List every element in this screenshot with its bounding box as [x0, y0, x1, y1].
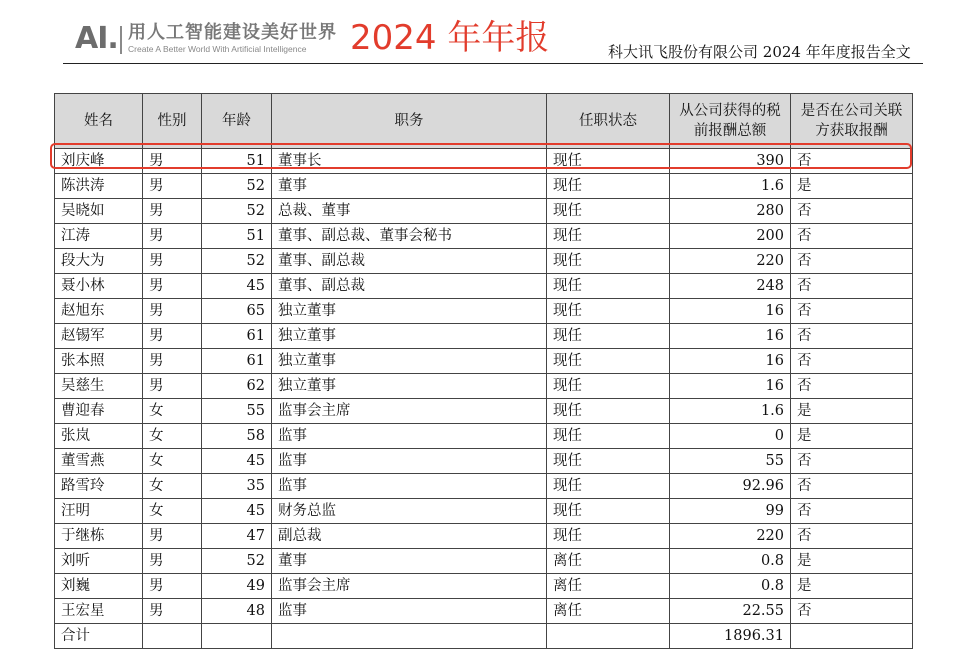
cell-status: 现任	[547, 374, 670, 399]
table-row	[55, 399, 913, 424]
cell-gender: 男	[143, 174, 202, 199]
total-empty-related	[791, 624, 913, 649]
cell-gender: 男	[143, 249, 202, 274]
compensation-table	[54, 93, 913, 649]
cell-pay: 390	[670, 149, 791, 174]
cell-status: 离任	[547, 574, 670, 599]
cell-age: 48	[202, 599, 272, 624]
cell-name: 张本照	[55, 349, 143, 374]
cell-position: 独立董事	[272, 324, 547, 349]
cell-related: 否	[791, 199, 913, 224]
cell-related: 否	[791, 474, 913, 499]
cell-name: 董雪燕	[55, 449, 143, 474]
cell-status: 现任	[547, 349, 670, 374]
cell-pay: 220	[670, 249, 791, 274]
cell-gender: 女	[143, 474, 202, 499]
cell-age: 35	[202, 474, 272, 499]
cell-age: 45	[202, 449, 272, 474]
annual-report-title: 2024 年年报	[350, 18, 550, 58]
cell-gender: 男	[143, 349, 202, 374]
cell-pay: 280	[670, 199, 791, 224]
col-header-position: 职务	[272, 94, 547, 149]
cell-position: 董事	[272, 174, 547, 199]
cell-age: 45	[202, 274, 272, 299]
cell-name: 聂小林	[55, 274, 143, 299]
cell-status: 现任	[547, 274, 670, 299]
cell-gender: 女	[143, 424, 202, 449]
cell-position: 独立董事	[272, 374, 547, 399]
cell-related: 是	[791, 399, 913, 424]
cell-age: 51	[202, 149, 272, 174]
table-row	[55, 424, 913, 449]
cell-position: 独立董事	[272, 349, 547, 374]
cell-position: 董事、副总裁、董事会秘书	[272, 224, 547, 249]
cell-gender: 男	[143, 599, 202, 624]
cell-status: 离任	[547, 599, 670, 624]
col-header-status: 任职状态	[547, 94, 670, 149]
cell-position: 总裁、董事	[272, 199, 547, 224]
cell-name: 赵旭东	[55, 299, 143, 324]
cell-name: 吴慈生	[55, 374, 143, 399]
total-label: 合计	[55, 624, 143, 649]
cell-name: 江涛	[55, 224, 143, 249]
cell-age: 47	[202, 524, 272, 549]
cell-related: 是	[791, 549, 913, 574]
cell-age: 62	[202, 374, 272, 399]
cell-position: 监事会主席	[272, 399, 547, 424]
cell-related: 否	[791, 149, 913, 174]
cell-pay: 200	[670, 224, 791, 249]
cell-age: 58	[202, 424, 272, 449]
cell-related: 是	[791, 424, 913, 449]
cell-status: 现任	[547, 324, 670, 349]
cell-gender: 男	[143, 324, 202, 349]
cell-related: 否	[791, 224, 913, 249]
table-row	[55, 249, 913, 274]
table-header-row	[55, 94, 913, 149]
cell-gender: 男	[143, 574, 202, 599]
cell-pay: 248	[670, 274, 791, 299]
table-row	[55, 274, 913, 299]
table-row	[55, 374, 913, 399]
table-row	[55, 574, 913, 599]
cell-pay: 92.96	[670, 474, 791, 499]
table-row	[55, 474, 913, 499]
cell-name: 张岚	[55, 424, 143, 449]
cell-position: 董事	[272, 549, 547, 574]
cell-status: 现任	[547, 174, 670, 199]
cell-age: 49	[202, 574, 272, 599]
cell-status: 现任	[547, 474, 670, 499]
cell-gender: 男	[143, 299, 202, 324]
table-row	[55, 349, 913, 374]
cell-age: 45	[202, 499, 272, 524]
cell-related: 否	[791, 349, 913, 374]
table-row	[55, 299, 913, 324]
cell-pay: 16	[670, 299, 791, 324]
iflytek-logo: AI.	[75, 21, 118, 56]
logo-divider	[120, 26, 122, 54]
table-row	[55, 149, 913, 174]
cell-position: 董事、副总裁	[272, 249, 547, 274]
cell-pay: 99	[670, 499, 791, 524]
cell-name: 刘巍	[55, 574, 143, 599]
col-header-age: 年龄	[202, 94, 272, 149]
cell-position: 监事	[272, 424, 547, 449]
cell-pay: 0.8	[670, 549, 791, 574]
cell-name: 汪明	[55, 499, 143, 524]
cell-position: 监事	[272, 599, 547, 624]
cell-status: 离任	[547, 549, 670, 574]
cell-status: 现任	[547, 199, 670, 224]
cell-related: 否	[791, 524, 913, 549]
document-title: 科大讯飞股份有限公司 2024 年年度报告全文	[608, 43, 911, 61]
cell-age: 52	[202, 249, 272, 274]
table-row	[55, 524, 913, 549]
cell-gender: 男	[143, 524, 202, 549]
cell-position: 独立董事	[272, 299, 547, 324]
table-row	[55, 174, 913, 199]
table-row	[55, 224, 913, 249]
cell-gender: 女	[143, 449, 202, 474]
cell-pay: 16	[670, 349, 791, 374]
total-empty-status	[547, 624, 670, 649]
cell-related: 是	[791, 574, 913, 599]
report-header	[0, 0, 960, 70]
cell-position: 监事	[272, 474, 547, 499]
cell-status: 现任	[547, 524, 670, 549]
cell-position: 财务总监	[272, 499, 547, 524]
total-pay: 1896.31	[670, 624, 791, 649]
table-row	[55, 549, 913, 574]
cell-age: 51	[202, 224, 272, 249]
table-row	[55, 499, 913, 524]
cell-status: 现任	[547, 449, 670, 474]
cell-gender: 男	[143, 374, 202, 399]
cell-position: 监事	[272, 449, 547, 474]
cell-gender: 男	[143, 274, 202, 299]
cell-status: 现任	[547, 149, 670, 174]
cell-status: 现任	[547, 399, 670, 424]
cell-age: 61	[202, 349, 272, 374]
cell-age: 52	[202, 174, 272, 199]
cell-name: 陈洪涛	[55, 174, 143, 199]
col-header-related: 是否在公司关联方获取报酬	[791, 94, 913, 149]
cell-position: 监事会主席	[272, 574, 547, 599]
cell-related: 是	[791, 174, 913, 199]
cell-name: 于继栋	[55, 524, 143, 549]
cell-gender: 男	[143, 149, 202, 174]
col-header-pay: 从公司获得的税前报酬总额	[670, 94, 791, 149]
table-row	[55, 199, 913, 224]
cell-age: 52	[202, 549, 272, 574]
cell-related: 否	[791, 599, 913, 624]
cell-status: 现任	[547, 224, 670, 249]
cell-pay: 1.6	[670, 399, 791, 424]
cell-age: 55	[202, 399, 272, 424]
cell-status: 现任	[547, 299, 670, 324]
table-body	[55, 149, 913, 624]
cell-name: 赵锡军	[55, 324, 143, 349]
header-rule	[63, 63, 923, 64]
cell-pay: 0	[670, 424, 791, 449]
cell-name: 吴晓如	[55, 199, 143, 224]
cell-age: 61	[202, 324, 272, 349]
cell-age: 52	[202, 199, 272, 224]
slogan-english: Create A Better World With Artificial Intelligence	[128, 44, 307, 54]
table-row	[55, 324, 913, 349]
cell-gender: 女	[143, 399, 202, 424]
cell-position: 董事长	[272, 149, 547, 174]
total-empty-gender	[143, 624, 202, 649]
col-header-name: 姓名	[55, 94, 143, 149]
cell-status: 现任	[547, 499, 670, 524]
cell-pay: 1.6	[670, 174, 791, 199]
cell-position: 董事、副总裁	[272, 274, 547, 299]
table-row	[55, 599, 913, 624]
cell-related: 否	[791, 274, 913, 299]
cell-related: 否	[791, 299, 913, 324]
cell-status: 现任	[547, 249, 670, 274]
total-empty-age	[202, 624, 272, 649]
cell-name: 路雪玲	[55, 474, 143, 499]
cell-gender: 男	[143, 199, 202, 224]
total-empty-position	[272, 624, 547, 649]
cell-status: 现任	[547, 424, 670, 449]
cell-position: 副总裁	[272, 524, 547, 549]
cell-pay: 16	[670, 374, 791, 399]
cell-pay: 0.8	[670, 574, 791, 599]
cell-pay: 16	[670, 324, 791, 349]
cell-related: 否	[791, 374, 913, 399]
cell-related: 否	[791, 499, 913, 524]
table-row	[55, 449, 913, 474]
cell-name: 刘听	[55, 549, 143, 574]
cell-name: 段大为	[55, 249, 143, 274]
cell-related: 否	[791, 324, 913, 349]
cell-pay: 55	[670, 449, 791, 474]
slogan-chinese: 用人工智能建设美好世界	[128, 22, 337, 43]
cell-name: 王宏星	[55, 599, 143, 624]
cell-name: 曹迎春	[55, 399, 143, 424]
cell-gender: 男	[143, 224, 202, 249]
cell-pay: 220	[670, 524, 791, 549]
col-header-gender: 性别	[143, 94, 202, 149]
cell-gender: 男	[143, 549, 202, 574]
cell-related: 否	[791, 449, 913, 474]
cell-name: 刘庆峰	[55, 149, 143, 174]
cell-related: 否	[791, 249, 913, 274]
cell-age: 65	[202, 299, 272, 324]
total-row	[55, 624, 913, 649]
cell-pay: 22.55	[670, 599, 791, 624]
cell-gender: 女	[143, 499, 202, 524]
